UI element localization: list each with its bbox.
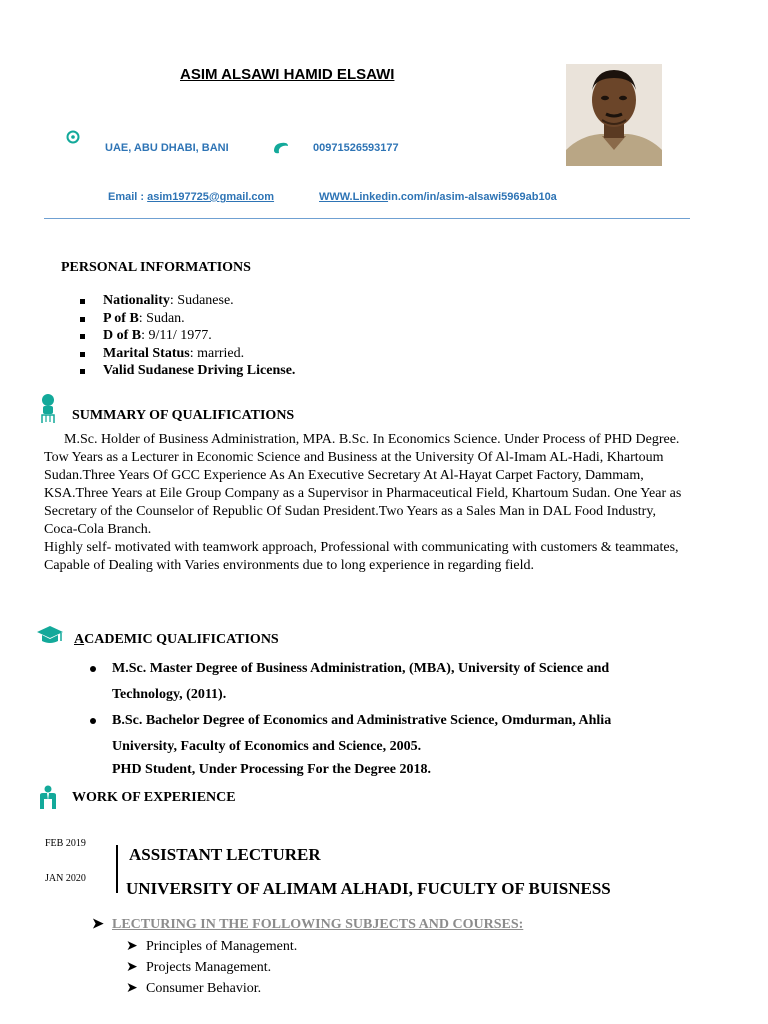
experience-title: WORK OF EXPERIENCE: [72, 790, 236, 805]
personal-info-list: [80, 292, 295, 380]
businessman-icon: [38, 785, 58, 814]
list-item: B.Sc. Bachelor Degree of Economics and Administrative Science, Omdurman, Ahlia University, Faculty of Economics and Science, 2005.: [89, 708, 669, 760]
linkedin-rest[interactable]: in.com/in/asim-alsawi5969ab10a: [388, 191, 557, 203]
academic-list: [89, 656, 669, 760]
email-line: [108, 191, 274, 203]
linkedin-prefix[interactable]: WWW.Linked: [319, 191, 389, 203]
list-item: [126, 978, 297, 999]
list-item: [80, 310, 295, 328]
location-pin-icon: [66, 130, 80, 149]
academic-title-rest: CADEMIC QUALIFICATIONS: [84, 632, 279, 647]
summary-title: SUMMARY OF QUALIFICATIONS: [72, 408, 295, 423]
subjects-heading-text: LECTURING IN THE FOLLOWING SUBJECTS AND COURSES:: [112, 917, 524, 932]
email-label: Email :: [108, 191, 145, 203]
course-name: Principles of Management.: [146, 939, 298, 954]
item-label: D of B: [103, 328, 142, 343]
summary-body: [44, 431, 684, 575]
course-list: [126, 936, 297, 999]
list-item: [80, 362, 295, 380]
employer-name: UNIVERSITY OF ALIMAM ALHADI, FUCULTY OF BUISNESS: [126, 879, 611, 898]
header-divider: [44, 218, 690, 219]
list-item: [80, 292, 295, 310]
phd-status: PHD Student, Under Processing For the Degree 2018.: [112, 762, 431, 777]
arrow-bullet-icon: ➤: [126, 939, 138, 954]
date-from: FEB 2019: [45, 838, 86, 849]
address-text: UAE, ABU DHABI, BANI: [105, 142, 229, 154]
item-label: Marital Status: [103, 345, 190, 361]
phone-icon: [272, 141, 290, 160]
course-name: Projects Management.: [146, 960, 272, 975]
list-item: [80, 327, 295, 345]
item-label: Valid Sudanese Driving License.: [103, 363, 296, 378]
item-value: : 9/11/ 1977.: [141, 328, 212, 343]
date-to: JAN 2020: [45, 873, 86, 884]
profile-photo: [566, 64, 662, 166]
graduation-cap-icon: [36, 625, 64, 650]
list-item: [126, 936, 297, 957]
arrow-bullet-icon: ➤: [126, 960, 138, 975]
item-value: : Sudan.: [138, 310, 185, 326]
person-icon: [38, 393, 58, 428]
list-item: [80, 345, 295, 363]
item-label: Nationality: [103, 293, 170, 308]
summary-paragraph: Highly self- motivated with teamwork approach, Professional with communicating with customers & teammates, Capable of Dealing with Varies environments due to long experience in regarding field.: [44, 540, 679, 573]
course-name: Consumer Behavior.: [146, 981, 262, 996]
job-title: ASSISTANT LECTURER: [129, 845, 321, 864]
candidate-name: ASIM ALSAWI HAMID ELSAWI: [180, 66, 395, 83]
item-value: : Sudanese.: [169, 293, 234, 308]
summary-paragraph: Tow Years as a Lecturer in Economic Science and Business at the University Of Al-Imam AL-Hadi, Khartoum Sudan.Three Years Of GCC Experience As An Executive Secretary At Al-Hayat Carpet Factory, Dammam, KSA.Three Years at Eile Group Company as a Supervisor in Pharmaceutical Field, Khartoum Sudan. One Year as Secretary of the Counselor of Republic Of Sudan President.Two Years as a Sales Man in DAL Food Industry, Coca-Cola Branch.: [44, 450, 682, 537]
phone-number[interactable]: 00971526593177: [313, 142, 399, 154]
arrow-bullet-icon: ➤: [126, 981, 138, 996]
list-item: [126, 957, 297, 978]
list-item: M.Sc. Master Degree of Business Administration, (MBA), University of Science and Technology, (2011).: [89, 656, 669, 708]
summary-paragraph: M.Sc. Holder of Business Administration, MPA. B.Sc. In Economics Science. Under Process of PHD Degree.: [64, 432, 680, 447]
personal-info-title: PERSONAL INFORMATIONS: [61, 260, 251, 275]
arrow-bullet-icon: ➤: [92, 917, 104, 932]
item-label: P of B: [103, 310, 139, 326]
email-link[interactable]: asim197725@gmail.com: [147, 191, 275, 203]
linkedin-link[interactable]: [319, 191, 557, 203]
item-value: : married.: [189, 345, 245, 361]
academic-title: [74, 632, 279, 648]
academic-title-initial: A: [74, 632, 85, 647]
subjects-heading: [92, 916, 523, 933]
timeline-bar: [116, 845, 118, 893]
